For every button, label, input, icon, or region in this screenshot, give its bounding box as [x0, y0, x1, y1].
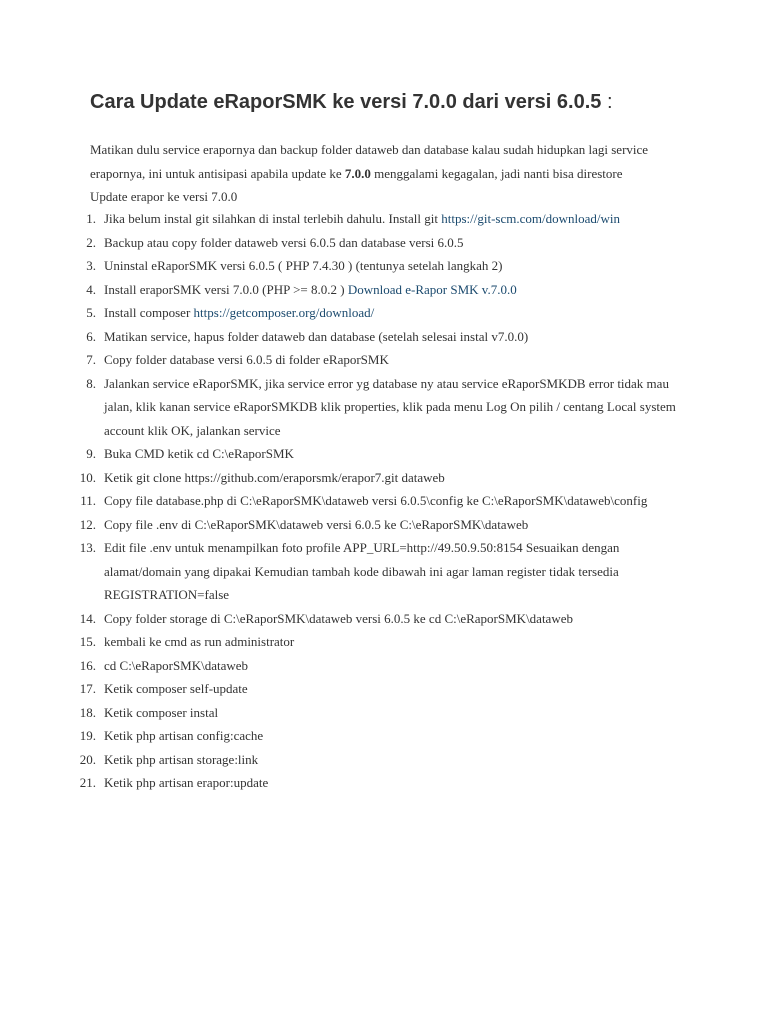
- step-text: Edit file .env untuk menampilkan foto profile APP_URL=http://49.50.9.50:8154 Sesuaikan dengan alamat/domain yang dipakai Kemudian tambah kode dibawah ini agar laman register tidak tersedia REGISTRATION=false: [104, 540, 620, 602]
- step-item: [0, 231, 768, 255]
- step-item: [0, 701, 768, 725]
- step-text: Backup atau copy folder dataweb versi 6.0.5 dan database versi 6.0.5: [104, 234, 464, 250]
- step-text: Copy folder storage di C:\eRaporSMK\dataweb versi 6.0.5 ke cd C:\eRaporSMK\dataweb: [104, 610, 573, 626]
- step-text: Copy file .env di C:\eRaporSMK\dataweb versi 6.0.5 ke C:\eRaporSMK\dataweb: [104, 516, 529, 532]
- step-number: 1.: [86, 211, 96, 226]
- page-title: [90, 91, 613, 114]
- step-text: Ketik composer instal: [104, 704, 219, 720]
- step-number: 10.: [79, 469, 96, 485]
- step-item: [0, 442, 768, 466]
- step-number: 3.: [86, 258, 96, 273]
- step-item: [0, 254, 768, 278]
- title-colon: :: [606, 91, 613, 113]
- step-text: Ketik git clone https://github.com/eraporsmk/erapor7.git dataweb: [104, 469, 445, 485]
- step-item: [0, 513, 768, 537]
- step-text: [104, 278, 688, 302]
- intro-paragraph: [90, 138, 690, 209]
- step-number: 20.: [79, 751, 96, 767]
- step-number: 19.: [79, 728, 96, 743]
- step-number: 15.: [79, 634, 96, 649]
- step-number: 2.: [86, 234, 96, 250]
- step-number: 21.: [79, 775, 96, 790]
- intro-heading: Update erapor ke versi 7.0.0: [90, 189, 238, 204]
- step-number: 8.: [86, 375, 96, 391]
- step-item: [0, 607, 768, 631]
- step-number: 13.: [79, 540, 96, 555]
- step-number: 4.: [86, 281, 96, 297]
- step-text-body: Install composer: [104, 305, 194, 320]
- step-item: [0, 630, 768, 654]
- step-number: 18.: [79, 704, 96, 720]
- intro-text: [90, 138, 690, 185]
- step-text: Matikan service, hapus folder dataweb dan database (setelah selesai instal v7.0.0): [104, 328, 529, 344]
- step-item: [0, 207, 768, 231]
- step-item: [0, 536, 768, 607]
- step-text: Ketik php artisan erapor:update: [104, 775, 269, 790]
- steps-list: [0, 207, 768, 795]
- step-text: Buka CMD ketik cd C:\eRaporSMK: [104, 446, 294, 461]
- step-item: [0, 278, 768, 302]
- step-text: Copy folder database versi 6.0.5 di folder eRaporSMK: [104, 352, 389, 367]
- step-text: Copy file database.php di C:\eRaporSMK\dataweb versi 6.0.5\config ke C:\eRaporSMK\dataweb\config: [104, 493, 648, 508]
- step-number: 16.: [79, 657, 96, 673]
- step-text: Jalankan service eRaporSMK, jika service error yg database ny atau service eRaporSMKDB error tidak mau jalan, klik kanan service eRaporSMKDB klik properties, klik pada menu Log On pilih / centang Local system account klik OK, jalankan service: [104, 375, 676, 438]
- step-text: Uninstal eRaporSMK versi 6.0.5 ( PHP 7.4.30 ) (tentunya setelah langkah 2): [104, 258, 503, 273]
- step-item: [0, 325, 768, 349]
- intro-text-a: Matikan dulu service erapornya dan backup folder dataweb dan database kalau sudah hidupkan lagi service erapornya, ini untuk antisipasi apabila update ke: [90, 142, 649, 181]
- step-number: 6.: [86, 328, 96, 344]
- step-item: [0, 372, 768, 443]
- step-item: [0, 466, 768, 490]
- step-item: [0, 301, 768, 325]
- title-text: Cara Update eRaporSMK ke versi 7.0.0 dari versi 6.0.5: [90, 91, 602, 113]
- step-text: cd C:\eRaporSMK\dataweb: [104, 657, 249, 673]
- intro-text-b: menggalami kegagalan, jadi nanti bisa direstore: [370, 165, 623, 181]
- step-number: 7.: [86, 352, 96, 367]
- intro-version: 7.0.0: [344, 165, 371, 181]
- step-number: 9.: [86, 446, 96, 461]
- step-text: kembali ke cmd as run administrator: [104, 634, 295, 649]
- step-number: 5.: [86, 305, 96, 320]
- step-text: [104, 301, 688, 325]
- step-item: [0, 724, 768, 748]
- step-item: [0, 748, 768, 772]
- step-text-body: Install eraporSMK versi 7.0.0 (PHP >= 8.0.2 ): [104, 281, 348, 297]
- composer-download-link[interactable]: https://getcomposer.org/download/: [193, 305, 375, 320]
- step-item: [0, 677, 768, 701]
- step-number: 14.: [79, 610, 96, 626]
- step-text-body: Jika belum instal git silahkan di instal terlebih dahulu. Install git: [104, 211, 442, 226]
- step-item: [0, 348, 768, 372]
- step-item: [0, 654, 768, 678]
- step-number: 17.: [79, 681, 96, 696]
- erapor-download-link[interactable]: Download e-Rapor SMK v.7.0.0: [347, 281, 517, 297]
- step-number: 11.: [80, 493, 96, 508]
- step-text: Ketik composer self-update: [104, 681, 248, 696]
- step-text: [104, 207, 688, 231]
- step-text: Ketik php artisan storage:link: [104, 751, 259, 767]
- step-number: 12.: [79, 516, 96, 532]
- step-item: [0, 489, 768, 513]
- git-download-link[interactable]: https://git-scm.com/download/win: [441, 211, 620, 226]
- step-text: Ketik php artisan config:cache: [104, 728, 264, 743]
- step-item: [0, 771, 768, 795]
